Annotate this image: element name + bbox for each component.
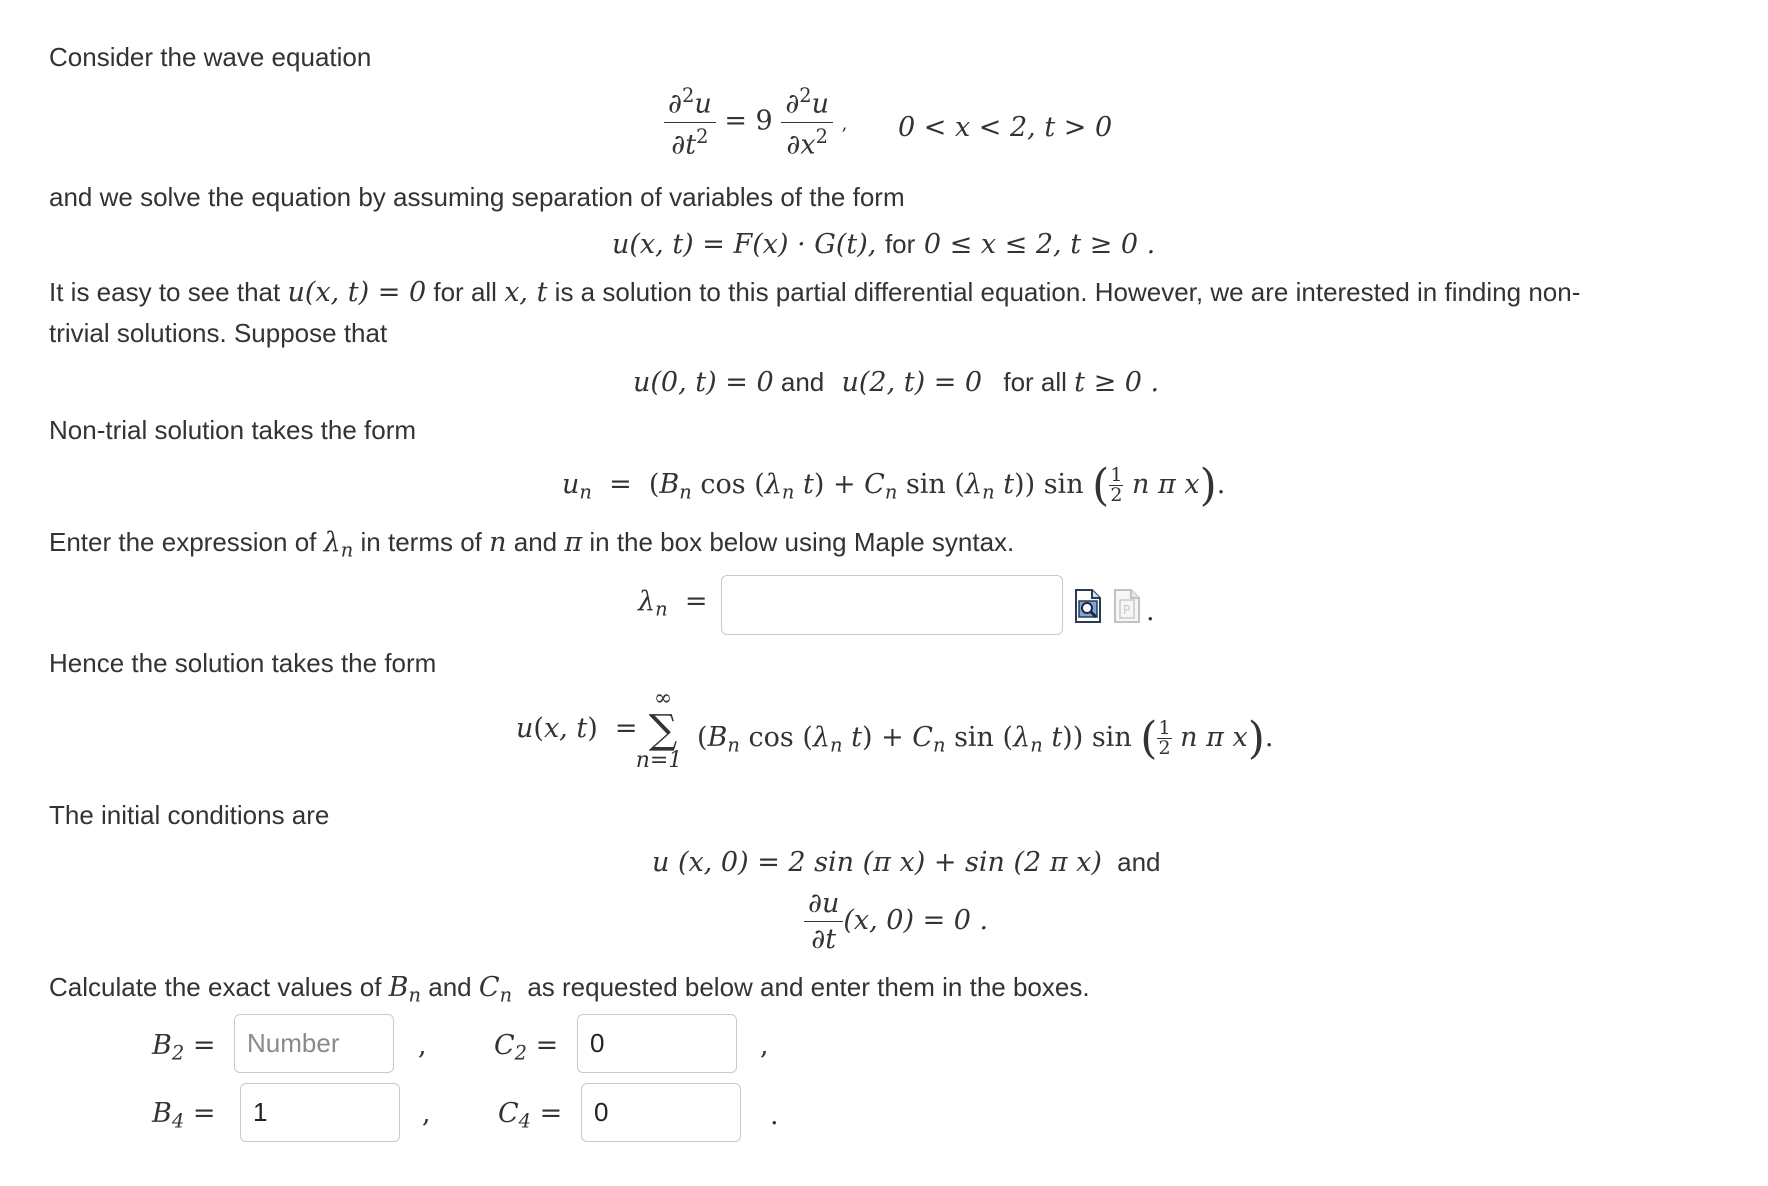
hence-text: Hence the solution takes the form — [49, 648, 437, 678]
calculate-line: Calculate the exact values of $B_n$ and $C_n$ as requested below and enter them in the boxes. — [49, 972, 1090, 1007]
wave-domain: 0 < x < 2, t > 0 — [898, 112, 1113, 143]
nontrial-text: Non-trial solution takes the form — [49, 415, 417, 445]
lambda-label: $\lambda_n$ = — [638, 586, 708, 621]
paste-icon[interactable] — [1112, 588, 1142, 624]
wave-equation: $\frac{\partial^2u}{\partial t^2}$ = 9 $\frac{\partial^2u}{\partial x^2}$ , — [664, 84, 847, 160]
trivial-equation: u(x, t) = 0 — [287, 277, 427, 308]
preview-icon[interactable] — [1073, 588, 1103, 624]
d2u-dx2-fraction: $\frac{\partial^2u}{\partial x^2}$ — [781, 84, 833, 160]
c2-label: $C_2$ = — [494, 1030, 559, 1065]
b2-label: $B_2$ = — [152, 1030, 216, 1065]
b2-input[interactable] — [234, 1014, 394, 1073]
b4-label: $B_4$ = — [152, 1098, 216, 1133]
c4-input[interactable] — [581, 1083, 741, 1142]
un-equation: $u_n = (B_n$ $\cos (\lambda_n$ $t) + C_n$ $\sin (\lambda_n$ t)) sin ( $\frac{1}{2}$ n π x). — [562, 460, 1226, 511]
sum-symbol: ∞ ∑ n=1 — [635, 686, 683, 773]
sum-equation-lhs: u(x, t) = — [516, 713, 638, 744]
boundary-conditions: u(0, t) = 0 and u(2, t) = 0 for all t ≥ 0 . — [633, 367, 1160, 398]
trivial-line-2: trivial solutions. Suppose that — [49, 318, 388, 348]
separation-lhs: u(x, t) = F(x) · G(t), — [612, 229, 877, 260]
svg-text:P: P — [1123, 603, 1131, 617]
d2u-dt2-fraction: $\frac{\partial^2u}{\partial t^2}$ — [664, 84, 716, 160]
separation-text: and we solve the equation by assuming separation of variables of the form — [49, 182, 905, 212]
separation-equation — [612, 229, 1155, 260]
enter-line: Enter the expression of $\lambda_n$ in terms of n and π in the box below using Maple syntax. — [49, 527, 1015, 562]
initial-condition-u: u (x, 0) = 2 sin (π x) + sin (2 π x) and — [652, 847, 1161, 878]
initial-text: The initial conditions are — [49, 800, 330, 830]
wave-coefficient: = 9 — [724, 105, 773, 137]
c2-input[interactable] — [577, 1014, 737, 1073]
separation-domain: 0 ≤ x ≤ 2, t ≥ 0 . — [923, 229, 1156, 260]
lambda-input[interactable] — [721, 575, 1063, 635]
intro-text: Consider the wave equation — [49, 42, 372, 72]
c4-label: $C_4$ = — [498, 1098, 563, 1133]
initial-condition-du: $\frac{\partial u}{\partial t}$ (x, 0) = 0 . — [804, 888, 988, 955]
sum-equation-body: ($B_n$ $\cos (\lambda_n$ $t) + C_n$ $\sin (\lambda_n$ t)) sin ( $\frac{1}{2}$ n π x). — [697, 713, 1274, 764]
separation-for: for — [884, 229, 916, 259]
trivial-line: It is easy to see that u(x, t) = 0 for all x, t is a solution to this partial differential equation. However, we are interested in finding non- — [49, 277, 1581, 308]
b4-input[interactable] — [240, 1083, 400, 1142]
